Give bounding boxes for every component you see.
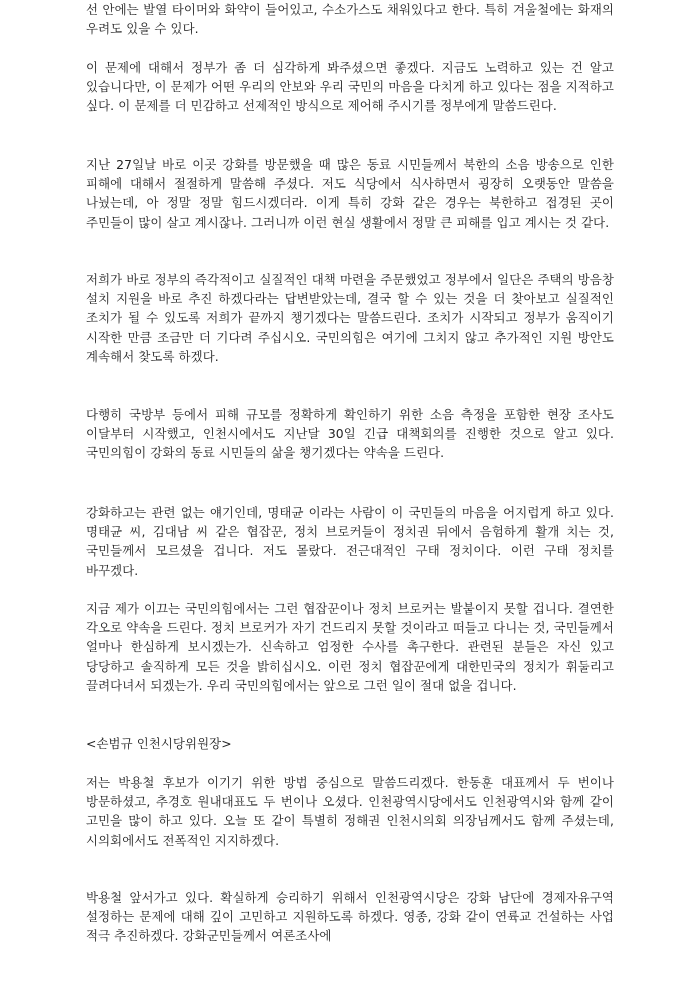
paragraph-soundproof-support: 저희가 바로 정부의 즉각적이고 실질적인 대책 마련을 주문했었고 정부에서 일단은 주택의 방음창 설치 지원을 바로 추진 하겠다라는 답변받았는데, 결국 할 수 있는 것을 더 찾아보고 실질적인 조치가 될 수 있도록 저희가 끝까지 챙기겠다는 말씀드린다. 조치가 시작되고 정부가 움직이기 시작한 만큼 조금만 더 기다려 주십시오. 국민의힘은 여기에 그치지 않고 추가적인 지원 방안도 계속해서 찾도록 하겠다. xyxy=(86,272,614,364)
paragraph-economic-zone: 박용철 앞서가고 있다. 확실하게 승리하기 위해서 인천광역시당은 강화 남단에 경제자유구역 설정하는 문제에 대해 깊이 고민하고 지원하도록 하겠다. 영종, 강화 같이 연륙교 건설하는 사업 적극 추진하겠다. 강화군민들께서 여론조사에 xyxy=(86,890,614,944)
section-heading-speaker: <손범규 인천시당위원장> xyxy=(86,736,232,751)
paragraph-political-broker: 강화하고는 관련 없는 얘기인데, 명태균 이라는 사람이 이 국민들의 마음을 어지럽게 하고 있다. 명태균 씨, 김대남 씨 같은 협잡꾼, 정치 브로커들이 정치권 뒤에서 음험하게 활개 치는 것, 국민들께서 모르셨을 겁니다. 저도 몰랐다. 전근대적인 구태 정치이다. 이런 구태 정치를 바꾸겠다. xyxy=(86,505,614,578)
paragraph-noise-survey: 다행히 국방부 등에서 피해 규모를 정확하게 확인하기 위한 소음 측정을 포함한 현장 조사도 이달부터 시작했고, 인천시에서도 지난달 30일 긴급 대책회의를 진행한 것으로 알고 있다. 국민의힘이 강화의 동료 시민들의 삶을 챙기겠다는 약속을 드린다. xyxy=(86,407,614,461)
paragraph-investigation-call: 지금 제가 이끄는 국민의힘에서는 그런 협잡꾼이나 정치 브로커는 발붙이지 못할 겁니다. 결연한 각오로 약속을 드린다. 정치 브로커가 자기 건드리지 못할 것이라고 떠들고 다니는 것, 국민들께서 얼마나 한심하게 보시겠는가. 신속하고 엄정한 수사를 촉구한다. 관련된 분들은 자신 있고 당당하고 솔직하게 모든 것을 밝히십시오. 이런 정치 협잡꾼에게 대한민국의 정치가 휘둘리고 끌려다녀서 되겠는가. 우리 국민의힘에서는 앞으로 그런 일이 절대 없을 겁니다. xyxy=(86,601,614,693)
paragraph-ganghwa-visit: 지난 27일날 바로 이곳 강화를 방문했을 때 많은 동료 시민들께서 북한의 소음 방송으로 인한 피해에 대해서 절절하게 말씀해 주셨다. 저도 식당에서 식사하면서 굉장히 오랫동안 말씀을 나눴는데, 아 정말 정말 힘드시겠더라. 이게 특히 강화 같은 경우는 북한하고 접경된 곳이 주민들이 많이 살고 계시잖나. 그러니까 이런 현실 생활에서 정말 큰 피해를 입고 계시는 것 같다. xyxy=(86,157,614,230)
paragraph-government-request: 이 문제에 대해서 정부가 좀 더 심각하게 봐주셨으면 좋겠다. 지금도 노력하고 있는 건 알고 있습니다만, 이 문제가 어떤 우리의 안보와 우리 국민의 마음을 다치게 하고 있다는 점을 지적하고 싶다. 이 문제를 더 민감하고 선제적인 방식으로 제어해 주시기를 정부에게 말씀드린다. xyxy=(86,60,614,114)
paragraph-candidate-support: 저는 박용철 후보가 이기기 위한 방법 중심으로 말씀드리겠다. 한동훈 대표께서 두 번이나 방문하셨고, 추경호 원내대표도 두 번이나 오셨다. 인천광역시당에서도 인천광역시와 함께 같이 고민을 많이 하고 있다. 오늘 또 같이 특별히 정해권 인천시의회 의장님께서도 함께 주셨는데, 시의회에서도 전폭적인 지지하겠다. xyxy=(86,775,614,848)
paragraph-fire-risk: 선 안에는 발열 타이머와 화약이 들어있고, 수소가스도 채워있다고 한다. 특히 겨울철에는 화재의 우려도 있을 수 있다. xyxy=(86,2,614,37)
